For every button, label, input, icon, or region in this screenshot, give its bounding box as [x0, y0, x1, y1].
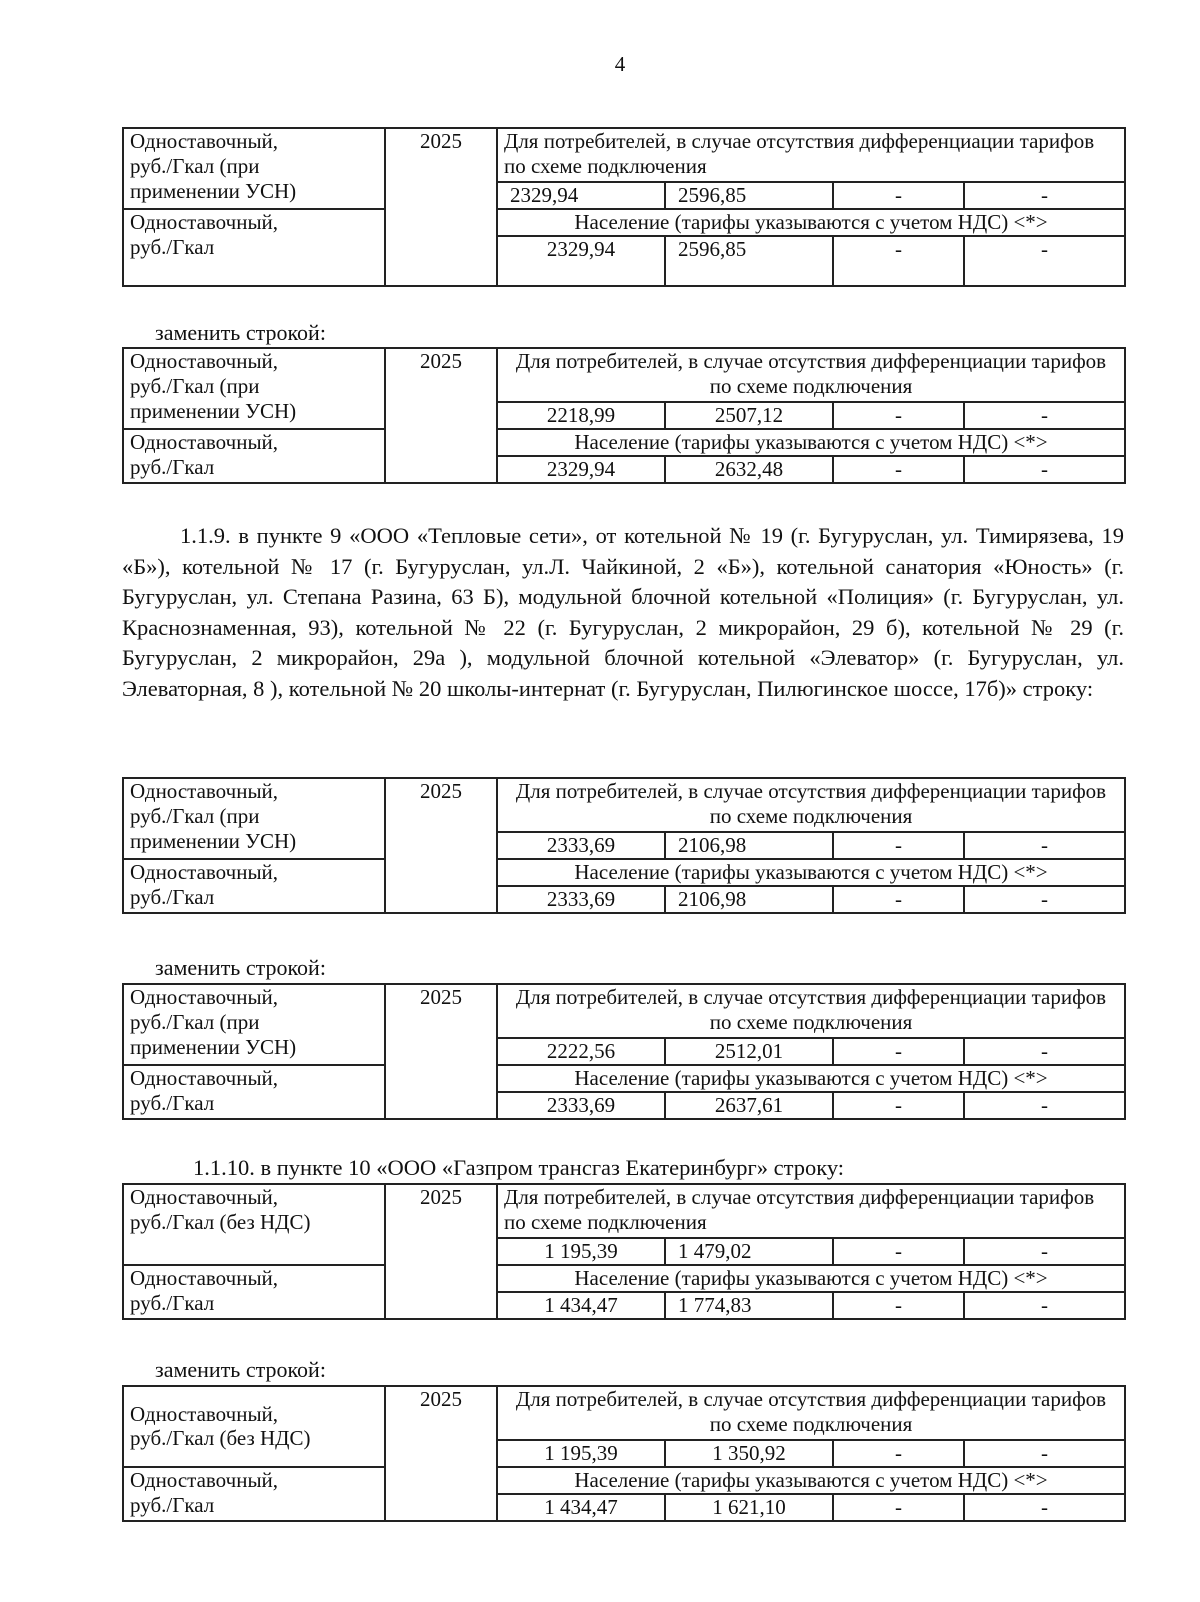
- header-population: Население (тарифы указываются с учетом НДС) <*>: [497, 859, 1125, 886]
- value-cell: 1 434,47: [497, 1494, 665, 1521]
- value-cell: 2512,01: [665, 1038, 833, 1065]
- dash-cell: -: [964, 1238, 1125, 1265]
- year-cell: 2025: [385, 128, 497, 286]
- tariff-table-original-1: [122, 127, 1124, 287]
- label-usn: Одноставочный, руб./Гкал (при применении УСН): [123, 128, 385, 209]
- year-cell: 2025: [385, 1184, 497, 1319]
- value-cell: 2333,69: [497, 832, 665, 859]
- value-cell: 1 350,92: [665, 1440, 833, 1467]
- label-no-vat: Одноставочный, руб./Гкал (без НДС): [123, 1386, 385, 1467]
- dash-cell: -: [833, 1292, 964, 1319]
- tariff-table-replacement-3: [122, 1385, 1124, 1522]
- header-population: Население (тарифы указываются с учетом НДС) <*>: [497, 209, 1125, 236]
- value-cell: 2106,98: [665, 832, 833, 859]
- label-population: Одноставочный, руб./Гкал: [123, 209, 385, 286]
- year-cell: 2025: [385, 984, 497, 1119]
- label-usn: Одноставочный, руб./Гкал (при применении УСН): [123, 348, 385, 429]
- label-population: Одноставочный, руб./Гкал: [123, 1065, 385, 1119]
- value-cell: 1 774,83: [665, 1292, 833, 1319]
- dash-cell: -: [833, 1038, 964, 1065]
- tariff-table-original-2: [122, 777, 1124, 914]
- dash-cell: -: [833, 886, 964, 913]
- tariff-table-replacement-1: [122, 347, 1124, 484]
- dash-cell: -: [964, 886, 1125, 913]
- value-cell: 2222,56: [497, 1038, 665, 1065]
- dash-cell: -: [964, 402, 1125, 429]
- tariff-table-original-3: [122, 1183, 1124, 1320]
- dash-cell: -: [833, 1494, 964, 1521]
- value-cell: 2218,99: [497, 402, 665, 429]
- paragraph-1-1-9: 1.1.9. в пункте 9 «ООО «Тепловые сети», от котельной № 19 (г. Бугуруслан, ул. Тимирязева, 19 «Б»), котельной № 17 (г. Бугуруслан, ул.Л. Чайкиной, 2 «Б»), котельной санатория «Юность» (г. Бугуруслан, ул. Степана Разина, 63 Б), модульной блочной котельной «Полиция» (г. Бугуруслан, ул. Краснознаменная, 93), котельной № 22 (г. Бугуруслан, 2 микрорайон, 29 б), котельной № 29 (г. Бугуруслан, 2 микрорайон, 29а ), модульной блочной котельной «Элеватор» (г. Бугуруслан, ул. Элеваторная, 8 ), котельной № 20 школы-интернат (г. Бугуруслан, Пилюгинское шоссе, 17б)» строку:: [122, 523, 1124, 701]
- label-usn: Одноставочный, руб./Гкал (при применении УСН): [123, 778, 385, 859]
- header-consumers: Для потребителей, в случае отсутствия дифференциации тарифов по схеме подключения: [497, 984, 1125, 1038]
- header-population: Население (тарифы указываются с учетом НДС) <*>: [497, 1467, 1125, 1494]
- value-cell: 2596,85: [665, 182, 833, 209]
- header-population: Население (тарифы указываются с учетом НДС) <*>: [497, 429, 1125, 456]
- header-consumers: Для потребителей, в случае отсутствия дифференциации тарифов по схеме подключения: [497, 1386, 1125, 1440]
- dash-cell: -: [833, 456, 964, 483]
- label-population: Одноставочный, руб./Гкал: [123, 859, 385, 913]
- year-cell: 2025: [385, 348, 497, 483]
- year-cell: 2025: [385, 778, 497, 913]
- tariff-table-replacement-2: [122, 983, 1124, 1120]
- header-population: Население (тарифы указываются с учетом НДС) <*>: [497, 1065, 1125, 1092]
- dash-cell: -: [964, 236, 1125, 286]
- dash-cell: -: [964, 1038, 1125, 1065]
- dash-cell: -: [964, 1092, 1125, 1119]
- dash-cell: -: [964, 1292, 1125, 1319]
- dash-cell: -: [833, 1440, 964, 1467]
- value-cell: 2329,94: [497, 236, 665, 286]
- value-cell: 2596,85: [665, 236, 833, 286]
- label-usn: Одноставочный, руб./Гкал (при применении УСН): [123, 984, 385, 1065]
- header-consumers: Для потребителей, в случае отсутствия дифференциации тарифов по схеме подключения: [497, 128, 1125, 182]
- replace-label: заменить строкой:: [155, 320, 326, 345]
- dash-cell: -: [964, 1440, 1125, 1467]
- value-cell: 1 621,10: [665, 1494, 833, 1521]
- value-cell: 2632,48: [665, 456, 833, 483]
- header-consumers: Для потребителей, в случае отсутствия дифференциации тарифов по схеме подключения: [497, 778, 1125, 832]
- dash-cell: -: [833, 402, 964, 429]
- value-cell: 2637,61: [665, 1092, 833, 1119]
- replace-label: заменить строкой:: [155, 1357, 326, 1382]
- dash-cell: -: [833, 236, 964, 286]
- dash-cell: -: [833, 832, 964, 859]
- value-cell: 1 434,47: [497, 1292, 665, 1319]
- header-consumers: Для потребителей, в случае отсутствия дифференциации тарифов по схеме подключения: [497, 1184, 1125, 1238]
- value-cell: 1 195,39: [497, 1238, 665, 1265]
- dash-cell: -: [964, 832, 1125, 859]
- page-number: 4: [614, 52, 626, 76]
- header-consumers: Для потребителей, в случае отсутствия дифференциации тарифов по схеме подключения: [497, 348, 1125, 402]
- header-population: Население (тарифы указываются с учетом НДС) <*>: [497, 1265, 1125, 1292]
- value-cell: 1 195,39: [497, 1440, 665, 1467]
- value-cell: 2106,98: [665, 886, 833, 913]
- dash-cell: -: [833, 1238, 964, 1265]
- value-cell: 2333,69: [497, 886, 665, 913]
- dash-cell: -: [964, 182, 1125, 209]
- value-cell: 2333,69: [497, 1092, 665, 1119]
- label-population: Одноставочный, руб./Гкал: [123, 1467, 385, 1521]
- dash-cell: -: [964, 456, 1125, 483]
- value-cell: 1 479,02: [665, 1238, 833, 1265]
- year-cell: 2025: [385, 1386, 497, 1521]
- value-cell: 2329,94: [497, 456, 665, 483]
- dash-cell: -: [964, 1494, 1125, 1521]
- replace-label: заменить строкой:: [155, 955, 326, 980]
- dash-cell: -: [833, 182, 964, 209]
- label-population: Одноставочный, руб./Гкал: [123, 1265, 385, 1319]
- value-cell: 2329,94: [497, 182, 665, 209]
- paragraph-1-1-10: 1.1.10. в пункте 10 «ООО «Газпром трансгаз Екатеринбург» строку:: [193, 1155, 845, 1180]
- dash-cell: -: [833, 1092, 964, 1119]
- label-no-vat: Одноставочный, руб./Гкал (без НДС): [123, 1184, 385, 1265]
- label-population: Одноставочный, руб./Гкал: [123, 429, 385, 483]
- value-cell: 2507,12: [665, 402, 833, 429]
